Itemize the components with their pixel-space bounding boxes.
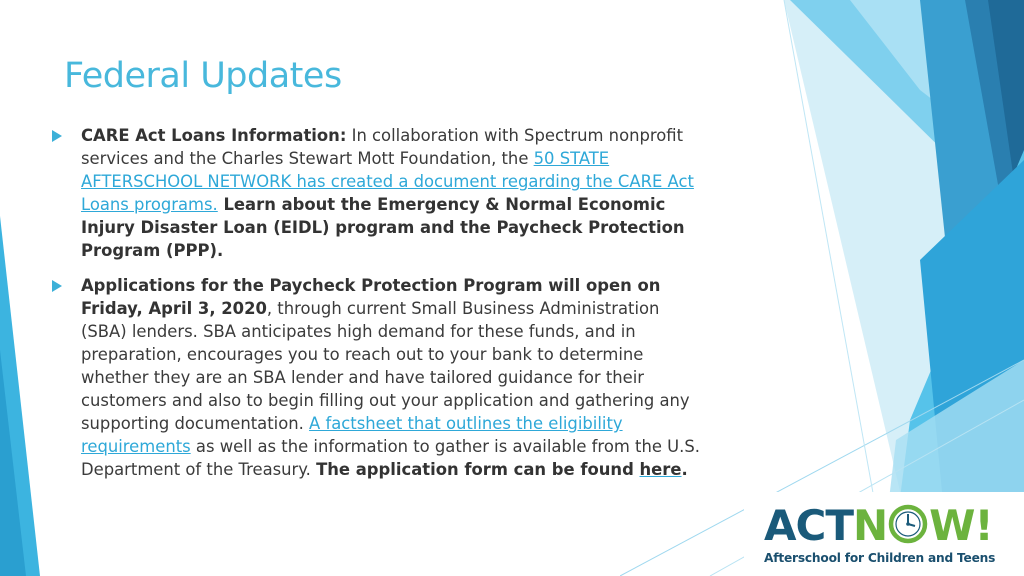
bullet-tail: The application form can be found xyxy=(316,460,640,480)
logo-wordmark: ACTN W! xyxy=(764,501,993,550)
bullet-lead: CARE Act Loans Information: xyxy=(81,126,347,145)
actnow-logo xyxy=(744,492,1024,576)
factsheet-link[interactable]: A factsheet that outlines the eligibility requirements xyxy=(81,414,623,457)
application-form-link[interactable]: here xyxy=(639,460,682,480)
logo-tagline: Afterschool for Children and Teens xyxy=(764,551,996,565)
slide-title: Federal Updates xyxy=(64,56,342,96)
link-period: . xyxy=(681,460,688,480)
bullet-care-act xyxy=(52,124,702,263)
slide-content xyxy=(52,124,702,492)
bullet-arrow-icon xyxy=(52,130,62,142)
bullet-text-2: as well as the information to gather is available from the U.S. Department of the Treasury. xyxy=(81,437,700,480)
afterschool-network-link[interactable]: 50 STATE AFTERSCHOOL NETWORK has created a document regarding the CARE Act Loans programs. xyxy=(81,149,694,215)
bullet-lead: Applications for the Paycheck Protection Program will open on Friday, April 3, 2020 xyxy=(81,275,661,318)
bullet-text: , through current Small Business Administration (SBA) lenders. SBA anticipates high demand for these funds, and in preparation, encourages you to reach out to your bank to determine whether they are an SBA lender and have tailored guidance for their customers and also to begin filling out your application and gathering any supporting documentation. xyxy=(81,298,690,434)
clock-icon xyxy=(888,504,928,544)
bullet-arrow-icon xyxy=(52,280,62,292)
bullet-text: In collaboration with Spectrum nonprofit services and the Charles Stewart Mott Foundation, the xyxy=(81,126,684,169)
left-decorative-wedge xyxy=(0,0,40,576)
bullet-ppp-applications xyxy=(52,274,702,482)
bullet-tail: Learn about the Emergency & Normal Economic Injury Disaster Loan (EIDL) program and the Paycheck Protection Program (PPP). xyxy=(81,195,685,261)
